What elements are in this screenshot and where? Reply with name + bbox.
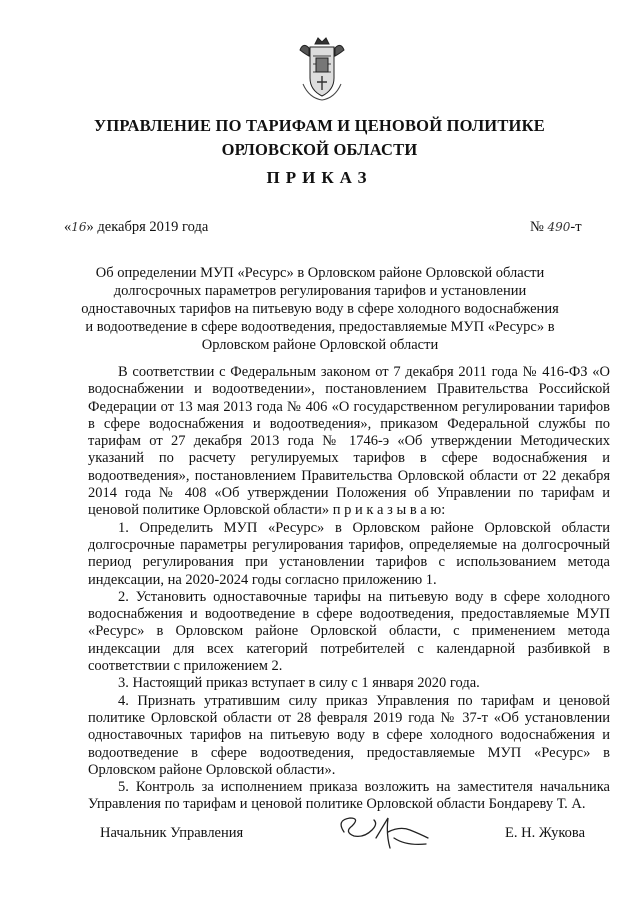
handwritten-day: 16 xyxy=(71,220,87,234)
clause-5: 5. Контроль за исполнением приказа возложить на заместителя начальника Управления по тарифам и ценовой политике Орловской области Бондареву Т. А. xyxy=(88,779,610,813)
authority-name-line1: УПРАВЛЕНИЕ ПО ТАРИФАМ И ЦЕНОВОЙ ПОЛИТИКЕ xyxy=(94,116,545,135)
document-type: ПРИКАЗ xyxy=(266,168,373,187)
clause-4: 4. Признать утратившим силу приказ Управления по тарифам и ценовой политике Орловской области от 28 февраля 2019 года № 37-т «Об установлении одноставочных тарифов на питьевую воду в сфере холодного водоснабжения и водоотведение в сфере водоотведения, предоставляемые МУП «Ресурс» в Орловском районе Орловской области». xyxy=(88,692,610,778)
date-open-quote: « xyxy=(64,219,72,235)
signatory-name: Е. Н. Жукова xyxy=(505,825,586,841)
handwritten-signature xyxy=(330,808,440,856)
number-prefix: № xyxy=(530,219,548,235)
clause-3: 3. Настоящий приказ вступает в силу с 1 января 2020 года. xyxy=(118,675,480,692)
number-suffix: -т xyxy=(570,219,582,235)
coat-of-arms-emblem xyxy=(297,34,347,102)
authority-name-line2: ОРЛОВСКОЙ ОБЛАСТИ xyxy=(221,140,418,159)
document-date xyxy=(64,219,208,236)
clause-2: 2. Установить одноставочные тарифы на питьевую воду в сфере холодного водоснабжения и водоотведение в сфере водоотведения, предоставляемые МУП «Ресурс» в Орловском районе Орловской области, с применением метода индексации для всех категорий потребителей с календарной разбивкой в соответствии с приложением 2. xyxy=(88,588,610,675)
signatory-title: Начальник Управления xyxy=(100,825,244,841)
document-number xyxy=(530,219,582,236)
document-body xyxy=(88,364,610,814)
date-rest: » декабря 2019 года xyxy=(86,219,209,235)
handwritten-number: 490 xyxy=(547,220,571,234)
preamble-paragraph: В соответствии с Федеральным законом от 7 декабря 2011 года № 416-ФЗ «О водоснабжении и водоотведении», постановлением Правительства Российской Федерации от 13 мая 2013 года № 406 «О государственном регулировании тарифов в сфере водоснабжения и водоотведения», приказом Федеральной службы по тарифам от 27 декабря 2013 года № 1746-э «Об утверждении Методических указаний по расчету регулируемых тарифов в сфере водоснабжения и водоотведения», постановлением Правительства Орловской области от 22 декабря 2014 года № 408 «Об утверждении Положения об Управлении по тарифам и ценовой политике Орловской области» п р и к а з ы в а ю: xyxy=(88,364,610,519)
clause-1: 1. Определить МУП «Ресурс» в Орловском районе Орловской области долгосрочные параметры регулирования тарифов, определяемые на долгосрочный период регулирования при установлении тарифов с использованием метода индексации, на 2020-2024 годы согласно приложению 1. xyxy=(88,519,610,588)
document-subject: Об определении МУП «Ресурс» в Орловском районе Орловской области долгосрочных параметров регулирования тарифов и установлении одноставочных тарифов на питьевую воду в сфере холодного водоснабжения и водоотведение в сфере водоотведения, предоставляемые МУП «Ресурс» в Орловском районе Орловской области xyxy=(81,265,559,353)
